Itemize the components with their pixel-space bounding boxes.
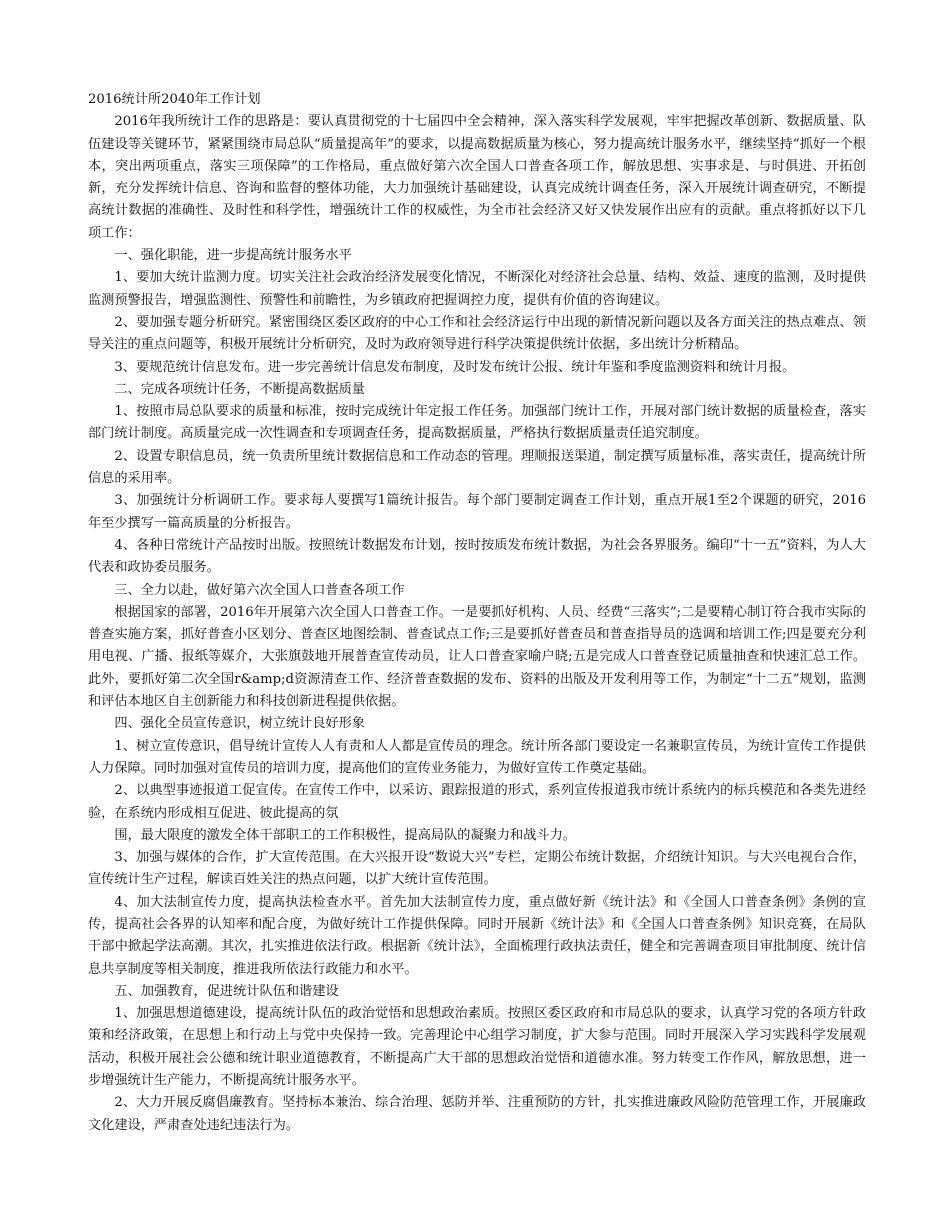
paragraph-1-3: 3、要规范统计信息发布。进一步完善统计信息发布制度，及时发布统计公报、统计年鉴和季度监测资料和统计月报。 [114,359,796,375]
section-heading-2: 二、完成各项统计任务，不断提高数据质量 [114,381,365,397]
paragraph-2-4: 4、各种日常统计产品按时出版。按照统计数据发布计划，按时按质发布统计数据，为社会各界服务。编印“十一五”资料，为人大代表和政协委员服务。 [88,537,866,576]
paragraph-1-1: 1、要加大统计监测力度。切实关注社会政治经济发展变化情况，不断深化对经济社会总量、结构、效益、速度的监测，及时提供监测预警报告，增强监测性、预警性和前瞻性，为乡镇政府把握调控力度，提供有价值的咨询建议。 [88,270,866,308]
paragraph-1-2: 2、要加强专题分析研究。紧密围绕区委区政府的中心工作和社会经济运行中出现的新情况新问题以及各方面关注的热点难点、领导关注的重点问题等，积极开展统计分析研究，及时为政府领导进行科学决策提供统计依据，多出统计分析精品。 [88,314,866,353]
section-heading-1: 一、强化职能，进一步提高统计服务水平 [114,248,352,264]
paragraph-2-1: 1、按照市局总队要求的质量和标准，按时完成统计年定报工作任务。加强部门统计工作，开展对部门统计数据的质量检查，落实部门统计制度。高质量完成一次性调查和专项调查任务，提高数据质量，严格执行数据质量责任追究制度。 [88,404,866,442]
paragraph-5-1: 1、加强思想道德建设，提高统计队伍的政治觉悟和思想政治素质。按照区委区政府和市局总队的要求，认真学习党的各项方针政策和经济政策，在思想上和行动上与党中央保持一致。完善理论中心组学习制度，扩大参与范围。同时开展深入学习实践科学发展观活动，积极开展社会公德和统计职业道德教育，不断提高广大干部的思想政治觉悟和道德水准。努力转变工作作风，解放思想，进一步增强统计生产能力，不断提高统计服务水平。 [88,1006,866,1089]
paragraph-4-4: 4、加大法制宣传力度，提高执法检查水平。首先加大法制宣传力度，重点做好新《统计法》和《全国人口普查条例》条例的宣传，提高社会各界的认知率和配合度，为做好统计工作提供保障。同时开展新《统计法》和《全国人口普查条例》知识竞赛，在局队干部中掀起学法高潮。其次，扎实推进依法行政。根据新《统计法》，全面梳理行政执法责任，健全和完善调查项目审批制度、统计信息共享制度等相关制度，推进我所依法行政能力和水平。 [88,894,866,977]
section-heading-4: 四、强化全员宣传意识，树立统计良好形象 [114,716,365,732]
document-page [88,89,866,1137]
paragraph-3-1: 根据国家的部署，2016年开展第六次全国人口普查工作。一是要抓好机构、人员、经费“三落实”;二是要精心制订符合我市实际的普查实施方案，抓好普查小区划分、普查区地图绘制、普查试点工作;三是要抓好普查员和普查指导员的选调和培训工作;四是要充分利用电视、广播、报纸等媒介，大张旗鼓地开展普查宣传动员，让人口普查家喻户晓;五是完成人口普查登记质量抽查和快速汇总工作。此外，要抓好第二次全国r&amp;d资源清查工作、经济普查数据的发布、资料的出版及开发利用等工作，为制定“十二五”规划，监测和评估本地区自主创新能力和科技创新进程提供依据。 [88,604,866,710]
document-title: 2016统计所2040年工作计划 [88,92,261,107]
paragraph-5-2: 2、大力开展反腐倡廉教育。坚持标本兼治、综合治理、惩防并举、注重预防的方针，扎实推进廉政风险防范管理工作，开展廉政文化建设，严肃查处违纪违法行为。 [88,1095,866,1133]
section-heading-5: 五、加强教育，促进统计队伍和谐建设 [114,983,339,999]
paragraph-4-2-continued: 围，最大限度的激发全体干部职工的工作积极性，提高局队的凝聚力和战斗力。 [114,827,576,843]
paragraph-2-3: 3、加强统计分析调研工作。要求每人要撰写1篇统计报告。每个部门要制定调查工作计划，重点开展1至2个课题的研究，2016年至少撰写一篇高质量的分析报告。 [88,493,866,531]
intro-paragraph: 2016年我所统计工作的思路是：要认真贯彻党的十七届四中全会精神，深入落实科学发展观，牢牢把握改革创新、数据质量、队伍建设等关键环节，紧紧围绕市局总队“质量提高年”的要求，以提高数据质量为核心，努力提高统计服务水平，继续坚持“抓好一个根本，突出两项重点，落实三项保障”的工作格局，重点做好第六次全国人口普查各项工作，解放思想、实事求是、与时俱进、开拓创新，充分发挥统计信息、咨询和监督的整体功能，大力加强统计基础建设，认真完成统计调查任务，深入开展统计调查研究，不断提高统计数据的准确性、及时性和科学性，增强统计工作的权威性，为全市社会经济又好又快发展作出应有的贡献。重点将抓好以下几项工作： [88,114,866,241]
paragraph-4-3: 3、加强与媒体的合作，扩大宣传范围。在大兴报开设“数说大兴”专栏，定期公布统计数据，介绍统计知识。与大兴电视台合作，宣传统计生产过程，解读百姓关注的热点问题，以扩大统计宣传范围。 [88,850,866,888]
paragraph-4-1: 1、树立宣传意识，倡导统计宣传人人有责和人人都是宣传员的理念。统计所各部门要设定一名兼职宣传员，为统计宣传工作提供人力保障。同时加强对宣传员的培训力度，提高他们的宣传业务能力，为做好宣传工作奠定基础。 [88,738,866,776]
section-heading-3: 三、全力以赴，做好第六次全国人口普查各项工作 [114,582,405,598]
paragraph-2-2: 2、设置专职信息员，统一负责所里统计数据信息和工作动态的管理。理顺报送渠道，制定撰写质量标准，落实责任，提高统计所信息的采用率。 [88,448,866,487]
paragraph-4-2: 2、以典型事迹报道工促宣传。在宣传工作中，以采访、跟踪报道的形式，系列宣传报道我市统计系统内的标兵模范和各类先进经验，在系统内形成相互促进、彼此提高的氛 [88,783,866,821]
